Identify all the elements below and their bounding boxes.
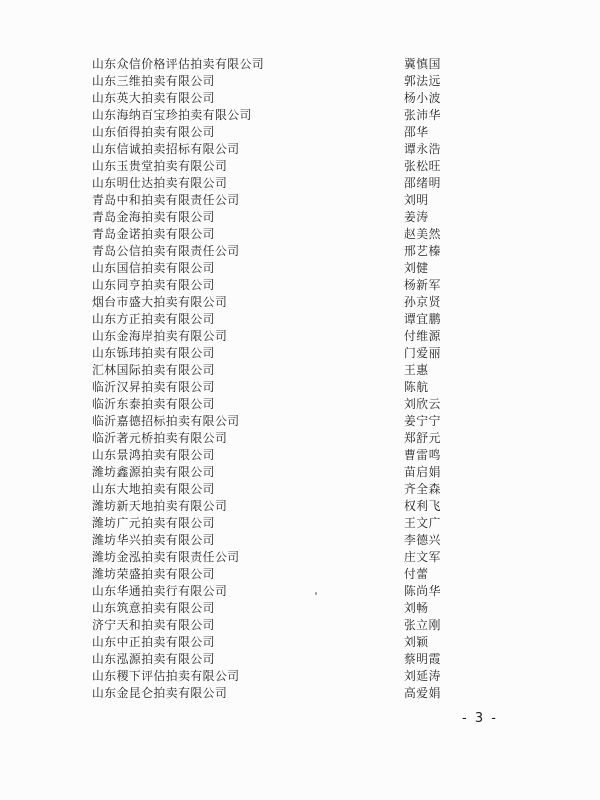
company-name: 潍坊广元拍卖有限公司 [92, 516, 215, 530]
person-name: 孙京贤 [404, 295, 441, 309]
list-item [92, 90, 502, 107]
company-name: 山东稷下评估拍卖有限公司 [92, 669, 240, 683]
company-name: 山东华通拍卖行有限公司 [92, 584, 228, 598]
list-item [92, 566, 502, 583]
company-name: 山东大地拍卖有限公司 [92, 482, 215, 496]
list-item [92, 668, 502, 685]
company-name: 山东众信价格评估拍卖有限公司 [92, 57, 265, 71]
list-item [92, 430, 502, 447]
person-name: 付蕾 [404, 567, 429, 581]
list-item [92, 362, 502, 379]
company-name: 临沂东泰拍卖有限公司 [92, 397, 215, 411]
person-name: 高爱娟 [404, 686, 441, 700]
company-name: 山东铄玮拍卖有限公司 [92, 346, 215, 360]
person-name: 郑舒元 [404, 431, 441, 445]
company-name: 山东方正拍卖有限公司 [92, 312, 215, 326]
company-name: 山东国信拍卖有限公司 [92, 261, 215, 275]
person-name: 李德兴 [404, 533, 441, 547]
person-name: 陈尚华 [404, 584, 441, 598]
list-item [92, 311, 502, 328]
company-name: 潍坊鑫源拍卖有限公司 [92, 465, 215, 479]
list-item [92, 396, 502, 413]
person-name: 刘明 [404, 193, 429, 207]
person-name: 曹雷鸣 [404, 448, 441, 462]
company-name: 汇林国际拍卖有限公司 [92, 363, 215, 377]
list-item [92, 379, 502, 396]
company-name: 山东信诚拍卖招标有限公司 [92, 142, 240, 156]
list-item [92, 532, 502, 549]
list-item [92, 583, 502, 600]
company-name: 山东泓源拍卖有限公司 [92, 652, 215, 666]
list-item [92, 107, 502, 124]
person-name: 刘健 [404, 261, 429, 275]
person-name: 齐全森 [404, 482, 441, 496]
company-name: 山东金海岸拍卖有限公司 [92, 329, 228, 343]
company-name: 山东金昆仑拍卖有限公司 [92, 686, 228, 700]
list-item [92, 158, 502, 175]
person-name: 刘欣云 [404, 397, 441, 411]
person-name: 郭法远 [404, 74, 441, 88]
list-item [92, 464, 502, 481]
list-item [92, 209, 502, 226]
person-name: 付维源 [404, 329, 441, 343]
person-name: 谭宜鹏 [404, 312, 441, 326]
company-name: 青岛金海拍卖有限公司 [92, 210, 215, 224]
list-item [92, 294, 502, 311]
person-name: 刘畅 [404, 601, 429, 615]
person-name: 王文广 [404, 516, 441, 530]
person-name: 张立刚 [404, 618, 441, 632]
person-name: 邢艺榛 [404, 244, 441, 258]
company-name: 临沂汉昇拍卖有限公司 [92, 380, 215, 394]
list-item [92, 515, 502, 532]
company-name: 山东中正拍卖有限公司 [92, 635, 215, 649]
list-item [92, 651, 502, 668]
list-item [92, 345, 502, 362]
person-name: 张沛华 [404, 108, 441, 122]
company-name: 临沂著元桥拍卖有限公司 [92, 431, 228, 445]
list-item [92, 617, 502, 634]
person-name: 杨小波 [404, 91, 441, 105]
company-name: 潍坊新天地拍卖有限公司 [92, 499, 228, 513]
person-name: 杨新军 [404, 278, 441, 292]
list-item [92, 124, 502, 141]
person-name: 门爱丽 [404, 346, 441, 360]
person-name: 姜涛 [404, 210, 429, 224]
person-name: 蔡明霞 [404, 652, 441, 666]
list-item [92, 141, 502, 158]
list-item [92, 685, 502, 702]
company-name: 山东海纳百宝珍拍卖有限公司 [92, 108, 252, 122]
company-name: 潍坊荣盛拍卖有限公司 [92, 567, 215, 581]
person-name: 王惠 [404, 363, 429, 377]
person-name: 谭永浩 [404, 142, 441, 156]
person-name: 刘延涛 [404, 669, 441, 683]
person-name: 庄文军 [404, 550, 441, 564]
company-name: 烟台市盛大拍卖有限公司 [92, 295, 228, 309]
company-name: 山东明仕达拍卖有限公司 [92, 176, 228, 190]
list-item [92, 73, 502, 90]
person-name: 陈航 [404, 380, 429, 394]
person-name: 刘颖 [404, 635, 429, 649]
company-name: 山东三维拍卖有限公司 [92, 74, 215, 88]
list-item [92, 260, 502, 277]
person-name: 姜宁宁 [404, 414, 441, 428]
company-name: 山东玉贵堂拍卖有限公司 [92, 159, 228, 173]
person-name: 张松旺 [404, 159, 441, 173]
company-name: 青岛中和拍卖有限责任公司 [92, 193, 240, 207]
list-item [92, 447, 502, 464]
list-item [92, 481, 502, 498]
company-name: 临沂嘉德招标拍卖有限公司 [92, 414, 240, 428]
company-name: 山东同亨拍卖有限公司 [92, 278, 215, 292]
company-name: 济宁天和拍卖有限公司 [92, 618, 215, 632]
list-item [92, 226, 502, 243]
company-name: 潍坊华兴拍卖有限公司 [92, 533, 215, 547]
company-name: 青岛公信拍卖有限责任公司 [92, 244, 240, 258]
list-item [92, 498, 502, 515]
company-name: 山东筑意拍卖有限公司 [92, 601, 215, 615]
person-name: 冀慎国 [404, 57, 441, 71]
company-name: 山东英大拍卖有限公司 [92, 91, 215, 105]
company-person-list [92, 56, 502, 702]
company-name: 山东景鸿拍卖有限公司 [92, 448, 215, 462]
list-item [92, 277, 502, 294]
person-name: 赵美然 [404, 227, 441, 241]
list-item [92, 328, 502, 345]
list-item [92, 634, 502, 651]
scan-speck [315, 592, 317, 595]
page-number: - 3 - [462, 711, 498, 726]
person-name: 邵绪明 [404, 176, 441, 190]
list-item [92, 549, 502, 566]
list-item [92, 192, 502, 209]
list-item [92, 175, 502, 192]
person-name: 苗启娟 [404, 465, 441, 479]
list-item [92, 243, 502, 260]
person-name: 权利飞 [404, 499, 441, 513]
list-item [92, 56, 502, 73]
company-name: 山东佰得拍卖有限公司 [92, 125, 215, 139]
company-name: 青岛金诺拍卖有限公司 [92, 227, 215, 241]
list-item [92, 600, 502, 617]
person-name: 邵华 [404, 125, 429, 139]
company-name: 潍坊金泓拍卖有限责任公司 [92, 550, 240, 564]
list-item [92, 413, 502, 430]
